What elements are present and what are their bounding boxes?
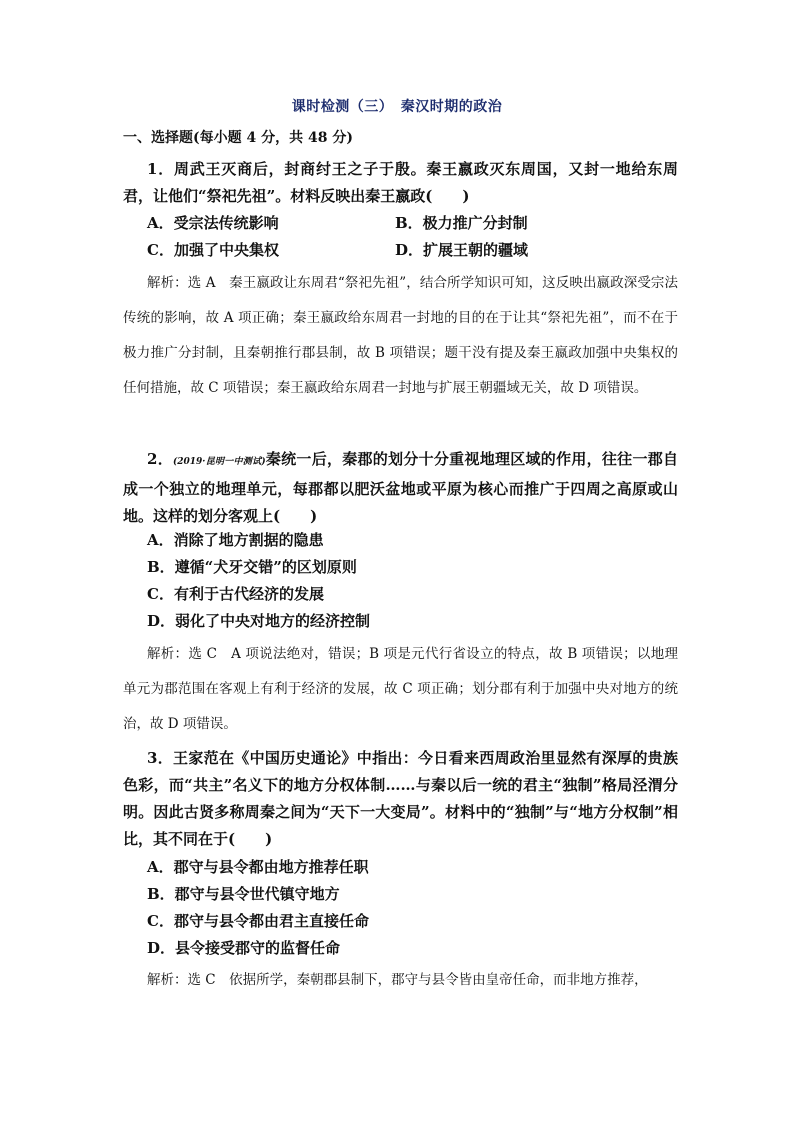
question-3-stem: 3．王家范在《中国历史通论》中指出：今日看来西周政治里显然有深厚的贵族色彩，而“共主”名义下的地方分权体制……与秦以后一统的君主“独制”格局泾渭分明。因此古贤多称周秦之间为“天下一大变局”。材料中的“独制”与“地方分权制”相比，其不同在于( ) [123,749,678,848]
question-3-option-c: C．郡守与县令都由君主直接任命 [147,912,369,930]
question-2-option-b: B．遵循“犬牙交错”的区划原则 [147,558,357,576]
question-3-option-d: D．县令接受郡守的监督任命 [147,939,341,957]
question-2-stem [123,446,678,530]
question-1-option-b: B．极力推广分封制 [395,214,528,232]
question-1-option-d: D．扩展王朝的疆域 [395,241,529,259]
question-2-option-d: D．弱化了中央对地方的经济控制 [147,612,371,630]
question-1-stem: 1．周武王灭商后，封商纣王之子于殷。秦王嬴政灭东周国，又封一地给东周君，让他们“祭祀先祖”。材料反映出秦王嬴政( ) [123,160,678,205]
question-1-option-a: A．受宗法传统影响 [147,214,279,232]
question-2-source: (2019·昆明一中测试) [172,457,266,467]
question-1-option-c: C．加强了中央集权 [147,241,279,259]
question-3-answer: 解析：选 C 依据所学，秦朝郡县制下，郡守与县令皆由皇帝任命，而非地方推荐， [147,972,648,988]
question-1-answer: 解析：选 A 秦王嬴政让东周君“祭祀先祖”，结合所学知识可知，这反映出嬴政深受宗法传统的影响，故 A 项正确；秦王嬴政给东周君一封地的目的在于让其“祭祀先祖”，而不在于极力推广分封制，且秦朝推行郡县制，故 B 项错误；题干没有提及秦王嬴政加强中央集权的任何措施，故 C 项错误；秦王嬴政给东周君一封地与扩展王朝疆域无关，故 D 项错误。 [123,275,678,396]
page-title: 课时检测（三） 秦汉时期的政治 [291,99,503,115]
question-2-number: 2． [147,450,173,468]
question-2-answer: 解析：选 C A 项说法绝对，错误；B 项是元代行省设立的特点，故 B 项错误；以地理单元为郡范围在客观上有利于经济的发展，故 C 项正确；划分郡有利于加强中央对地方的统治，故 D 项错误。 [123,646,678,732]
question-2-text: 秦统一后，秦郡的划分十分重视地理区域的作用，往往一郡自成一个独立的地理单元，每郡都以肥沃盆地或平原为核心而推广于四周之高原或山地。这样的划分客观上( ) [123,450,678,525]
question-2-option-c: C．有利于古代经济的发展 [147,585,324,603]
section-heading: 一、选择题(每小题 4 分，共 48 分) [123,130,353,146]
question-3-option-a: A．郡守与县令都由地方推荐任职 [147,858,369,876]
question-2-option-a: A．消除了地方割据的隐患 [147,531,324,549]
question-3-option-b: B．郡守与县令世代镇守地方 [147,885,340,903]
